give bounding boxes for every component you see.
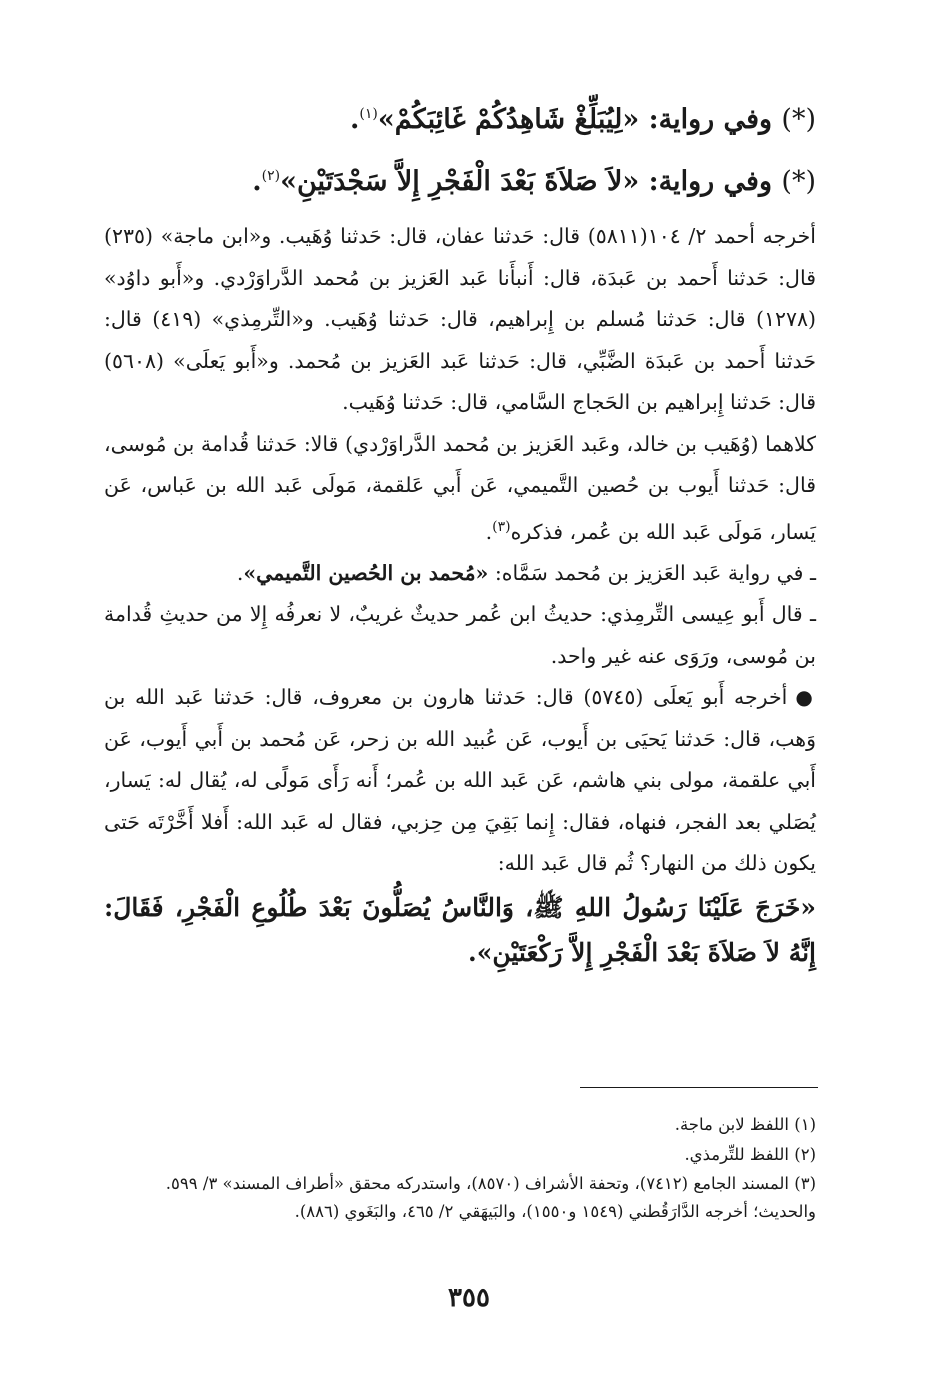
page-number: ٣٥٥ <box>448 1283 490 1313</box>
footnote-separator <box>580 1087 818 1088</box>
isnad-text: كلاهما (وُهَيب بن خالد، وعَبد العَزيز بن مُحمد الدَّراوَرْدي) قالا: حَدثنا قُدامة بن مُوسى، قال: حَدثنا أَيوب بن حُصين التَّميمي، عَن أَبي عَلقمة، مَولَى عَبد الله بن عَباس، عَن يَسار، مَولَى عَبد الله بن عُمر، فذكره <box>104 431 816 544</box>
isnad-paragraph <box>104 424 816 553</box>
hadith-variant-line <box>104 86 816 148</box>
hadith-variant-text: وفي رواية: «لاَ صَلاَةَ بَعْدَ الْفَجْرِ إِلاَّ سَجْدَتَيْنِ» <box>280 166 773 197</box>
hadith-variant-tail: . <box>350 104 360 135</box>
footnote-2: (٢) اللفظ للتِّرمذي. <box>684 1145 816 1164</box>
tirmidhi-comment: ـ قال أَبو عِيسى التِّرمِذي: حديثُ ابن عُمر حديثٌ غريبٌ، لا نعرفُه إِلا من حديثِ قُدامة بن مُوسى، ورَوَى عنه غير واحد. <box>104 602 816 668</box>
narrator-name: «مُحمد بن الحُصين التَّميمي» <box>243 560 489 585</box>
footnotes <box>104 1110 816 1226</box>
hadith-variant-tail: . <box>252 166 262 197</box>
takhrij-paragraph: أخرجه أحمد ٢/ ١٠٤(٥٨١١) قال: حَدثنا عفان، قال: حَدثنا وُهَيب. و«ابن ماجة» (٢٣٥) قال: حَدثنا أَحمد بن عَبدَة، قال: أَنبأَنا عَبد العَزيز بن مُحمد الدَّراوَرْدي. و«أَبو داوُد» (١٢٧٨) قال: حَدثنا مُسلم بن إِبراهيم، قال: حَدثنا وُهَيب. و«التِّرمِذي» (٤١٩) قال: حَدثنا أَحمد بن عَبدَة الضَّبِّي، قال: حَدثنا عَبد العَزيز بن مُحمد. و«أَبو يَعلَى» (٥٦٠٨) قال: حَدثنا إِبراهيم بن الحَجاج السَّامي، قال: حَدثنا وُهَيب. <box>104 224 816 414</box>
footnote-3-continued: والحديث؛ أخرجه الدَّارَقُطني (١٥٤٩ و١٥٥٠)، والبَيهَقي ٢/ ٤٦٥، والبَغَوي (٨٨٦). <box>294 1202 816 1221</box>
narration-note <box>104 553 816 595</box>
hadith-variant-line <box>104 148 816 210</box>
narration-note-prefix: ـ في رواية عَبد العَزيز بن مُحمد سَمَّاه: <box>488 560 816 585</box>
asterisk-marker: (*) <box>781 104 816 135</box>
hadith-variant-text: وفي رواية: «لِيُبَلِّغْ شَاهِدُكُمْ غَائِبَكُمْ» <box>377 104 773 135</box>
hadith-quote: «خَرَجَ عَلَيْنَا رَسُولُ اللهِ ﷺ، وَالنَّاسُ يُصَلُّونَ بَعْدَ طُلُوعِ الْفَجْرِ، فَقَالَ: إِنَّهُ لاَ صَلاَةَ بَعْدَ الْفَجْرِ إِلاَّ رَكْعَتَيْنِ». <box>104 892 816 967</box>
footnote-1: (١) اللفظ لابن ماجة. <box>674 1115 816 1134</box>
footnote-ref[interactable]: (١) <box>359 106 378 122</box>
footnote-ref[interactable]: (٣) <box>492 518 511 535</box>
takhrij-text-2: أخرجه أَبو يَعلَى (٥٧٤٥) قال: حَدثنا هارون بن معروف، قال: حَدثنا عَبد الله بن وَهب، قال: حَدثنا يَحيَى بن أَيوب، عَن عُبيد الله بن زحر، عَن مُحمد بن أَبي أَيوب، عَن أَبي علقمة، مولى بني هاشم، عَن عَبد الله بن عُمر؛ أَنه رَأَى مَولًى له، يُقال له: يَسار، يُصَلي بعد الفجر، فنهاه، فقال: إِنما بَقِيَ مِن حِزبي، فقال له عَبد الله: أَفلا أَخَّرْتَه حَتى يكون ذلك من النهار؟ ثُم قال عَبد الله: <box>104 685 816 876</box>
narration-note-tail: . <box>236 560 244 585</box>
footnote-ref[interactable]: (٢) <box>261 168 281 184</box>
takhrij-paragraph-2 <box>104 677 816 885</box>
isnad-tail: . <box>485 519 493 544</box>
asterisk-marker: (*) <box>781 166 816 197</box>
footnote-3: (٣) المسند الجامع (٧٤١٢)، وتحفة الأشراف (٨٥٧٠)، واستدركه محقق «أطراف المسند» ٣/ ٥٩٩. <box>165 1174 816 1193</box>
bullet-icon: ● <box>795 685 817 710</box>
